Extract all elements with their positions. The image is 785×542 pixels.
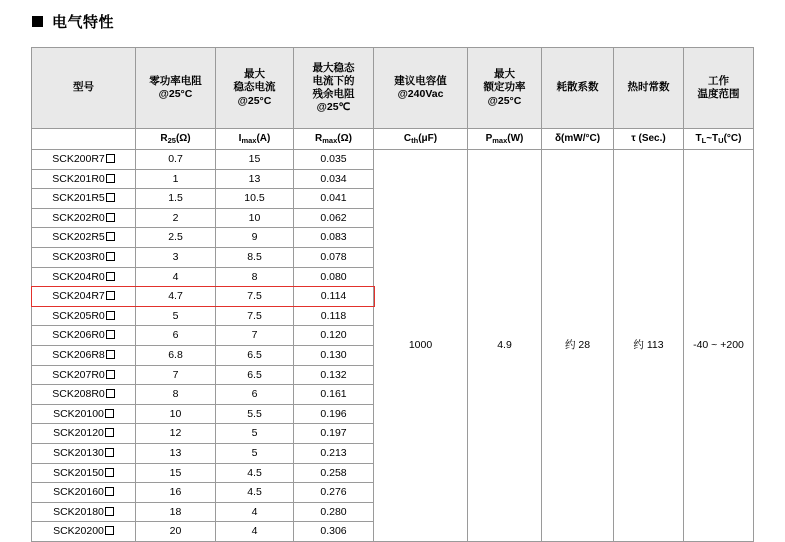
suffix-box-icon	[106, 232, 115, 241]
column-header-model: 型号	[32, 48, 136, 129]
cell-rmax: 0.080	[294, 267, 374, 287]
suffix-box-icon	[105, 428, 114, 437]
model-label: SCK204R7	[52, 290, 105, 303]
cell-model	[32, 169, 136, 189]
cell-r25: 4.7	[136, 287, 216, 307]
symbol-cell-delta: δ(mW/°C)	[542, 129, 614, 150]
cell-imax: 5	[216, 424, 294, 444]
model-label: SCK20180	[53, 505, 104, 518]
table-header-row-symbols	[32, 129, 754, 150]
cell-model	[32, 522, 136, 542]
symbol-cell-cth: $C_{th}(\mu F)$	[374, 129, 468, 150]
suffix-box-icon	[106, 350, 115, 359]
model-label: SCK203R0	[52, 250, 105, 263]
cell-imax: 5.5	[216, 404, 294, 424]
suffix-box-icon	[105, 507, 114, 516]
model-label: SCK201R0	[52, 172, 105, 185]
table-row[interactable]	[32, 150, 754, 170]
cell-imax: 4.5	[216, 463, 294, 483]
cell-model	[32, 189, 136, 209]
cell-r25: 4	[136, 267, 216, 287]
cell-model	[32, 287, 136, 307]
cell-r25: 1.5	[136, 189, 216, 209]
cell-imax: 8.5	[216, 247, 294, 267]
cell-rmax: 0.083	[294, 228, 374, 248]
cell-rmax: 0.132	[294, 365, 374, 385]
cell-model	[32, 247, 136, 267]
page-title: 电气特性	[52, 14, 115, 31]
symbol-cell-r25: $R_{25}(\Omega)$	[136, 129, 216, 150]
section-heading	[32, 11, 114, 32]
cell-imax: 8	[216, 267, 294, 287]
suffix-box-icon	[106, 330, 115, 339]
column-header-max-steady-current: 最大 稳态电流 @25°C	[216, 48, 294, 129]
model-label: SCK20200	[53, 525, 104, 538]
symbol-cell-tau: τ (Sec.)	[614, 129, 684, 150]
model-label: SCK200R7	[52, 153, 105, 165]
model-label: SCK206R0	[52, 329, 105, 342]
cell-model	[32, 463, 136, 483]
cell-model	[32, 404, 136, 424]
cell-r25: 18	[136, 502, 216, 522]
cell-imax: 9	[216, 228, 294, 248]
cell-delta: 约 28	[542, 150, 614, 542]
cell-imax: 4.5	[216, 483, 294, 503]
cell-rmax: 0.034	[294, 169, 374, 189]
model-label: SCK20150	[53, 466, 104, 479]
cell-imax: 10.5	[216, 189, 294, 209]
model-label: SCK20120	[53, 427, 104, 440]
cell-imax: 5	[216, 443, 294, 463]
cell-rmax: 0.120	[294, 326, 374, 346]
cell-r25: 15	[136, 463, 216, 483]
cell-pmax: 4.9	[468, 150, 542, 542]
cell-model	[32, 306, 136, 326]
suffix-box-icon	[106, 389, 115, 398]
cell-r25: 6	[136, 326, 216, 346]
cell-imax: 4	[216, 522, 294, 542]
cell-imax: 13	[216, 169, 294, 189]
cell-r25: 2	[136, 208, 216, 228]
column-header-dissipation-factor: 耗散系数	[542, 48, 614, 129]
cell-rmax: 0.196	[294, 404, 374, 424]
cell-rmax: 0.035	[294, 150, 374, 170]
column-header-operating-temp-range: 工作 温度范围	[684, 48, 754, 129]
square-bullet-icon	[32, 16, 43, 27]
cell-imax: 6.5	[216, 365, 294, 385]
column-header-residual-resistance: 最大稳态 电流下的 残余电阻 @25℃	[294, 48, 374, 129]
symbol-cell-temp: $T_L\sim T_U(^\circ C)$	[684, 129, 754, 150]
model-label: SCK20160	[53, 486, 104, 499]
cell-rmax: 0.213	[294, 443, 374, 463]
cell-tau: 约 113	[614, 150, 684, 542]
cell-rmax: 0.306	[294, 522, 374, 542]
suffix-box-icon	[106, 193, 115, 202]
model-label: SCK20100	[53, 407, 104, 420]
spec-table-container	[31, 47, 753, 542]
symbol-cell-model	[32, 129, 136, 150]
electrical-characteristics-table	[31, 47, 754, 542]
cell-model	[32, 443, 136, 463]
table-header	[32, 48, 754, 150]
table-body	[32, 150, 754, 542]
cell-r25: 16	[136, 483, 216, 503]
cell-model	[32, 326, 136, 346]
suffix-box-icon	[106, 272, 115, 281]
model-label: SCK201R5	[52, 192, 105, 205]
cell-rmax: 0.197	[294, 424, 374, 444]
suffix-box-icon	[105, 448, 114, 457]
cell-model	[32, 345, 136, 365]
cell-r25: 7	[136, 365, 216, 385]
column-header-zero-power-resistance: 零功率电阻 @25°C	[136, 48, 216, 129]
suffix-box-icon	[105, 409, 114, 418]
cell-r25: 0.7	[136, 150, 216, 170]
cell-rmax: 0.276	[294, 483, 374, 503]
suffix-box-icon	[106, 174, 115, 183]
table-header-row-titles	[32, 48, 754, 129]
suffix-box-icon	[106, 370, 115, 379]
cell-rmax: 0.114	[294, 287, 374, 307]
cell-model	[32, 228, 136, 248]
cell-imax: 6.5	[216, 345, 294, 365]
cell-r25: 3	[136, 247, 216, 267]
model-label: SCK202R5	[52, 231, 105, 244]
model-label: SCK202R0	[52, 211, 105, 224]
cell-model	[32, 208, 136, 228]
model-label: SCK204R0	[52, 270, 105, 283]
model-label: SCK208R0	[52, 388, 105, 401]
cell-r25: 13	[136, 443, 216, 463]
cell-imax: 7	[216, 326, 294, 346]
suffix-box-icon	[105, 468, 114, 477]
cell-r25: 12	[136, 424, 216, 444]
cell-r25: 5	[136, 306, 216, 326]
cell-imax: 15	[216, 150, 294, 170]
cell-rmax: 0.041	[294, 189, 374, 209]
symbol-cell-rmax: $R_{max}(\Omega)$	[294, 129, 374, 150]
cell-model	[32, 424, 136, 444]
model-label: SCK207R0	[52, 368, 105, 381]
cell-r25: 8	[136, 385, 216, 405]
cell-rmax: 0.118	[294, 306, 374, 326]
cell-temp-range: -40 ~ +200	[684, 150, 754, 542]
cell-r25: 20	[136, 522, 216, 542]
cell-r25: 6.8	[136, 345, 216, 365]
cell-rmax: 0.258	[294, 463, 374, 483]
cell-imax: 7.5	[216, 306, 294, 326]
cell-rmax: 0.062	[294, 208, 374, 228]
suffix-box-icon	[106, 252, 115, 261]
cell-rmax: 0.078	[294, 247, 374, 267]
cell-r25: 1	[136, 169, 216, 189]
cell-r25: 10	[136, 404, 216, 424]
cell-model	[32, 365, 136, 385]
suffix-box-icon	[105, 487, 114, 496]
cell-r25: 2.5	[136, 228, 216, 248]
model-label: SCK206R8	[52, 348, 105, 361]
symbol-cell-pmax: $P_{max}(W)$	[468, 129, 542, 150]
suffix-box-icon	[106, 291, 115, 300]
suffix-box-icon	[106, 213, 115, 222]
suffix-box-icon	[106, 154, 115, 163]
model-label: SCK205R0	[52, 309, 105, 322]
cell-model	[32, 150, 136, 170]
cell-rmax: 0.161	[294, 385, 374, 405]
cell-model	[32, 502, 136, 522]
column-header-recommended-capacitance: 建议电容值 @240Vac	[374, 48, 468, 129]
cell-cth: 1000	[374, 150, 468, 542]
cell-imax: 4	[216, 502, 294, 522]
cell-model	[32, 385, 136, 405]
cell-model	[32, 267, 136, 287]
symbol-cell-imax: $I_{max}(A)$	[216, 129, 294, 150]
cell-rmax: 0.130	[294, 345, 374, 365]
cell-rmax: 0.280	[294, 502, 374, 522]
column-header-thermal-time-constant: 热时常数	[614, 48, 684, 129]
suffix-box-icon	[106, 311, 115, 320]
cell-imax: 6	[216, 385, 294, 405]
model-label: SCK20130	[53, 446, 104, 459]
column-header-max-rated-power: 最大 额定功率 @25°C	[468, 48, 542, 129]
cell-imax: 10	[216, 208, 294, 228]
suffix-box-icon	[105, 526, 114, 535]
cell-imax: 7.5	[216, 287, 294, 307]
